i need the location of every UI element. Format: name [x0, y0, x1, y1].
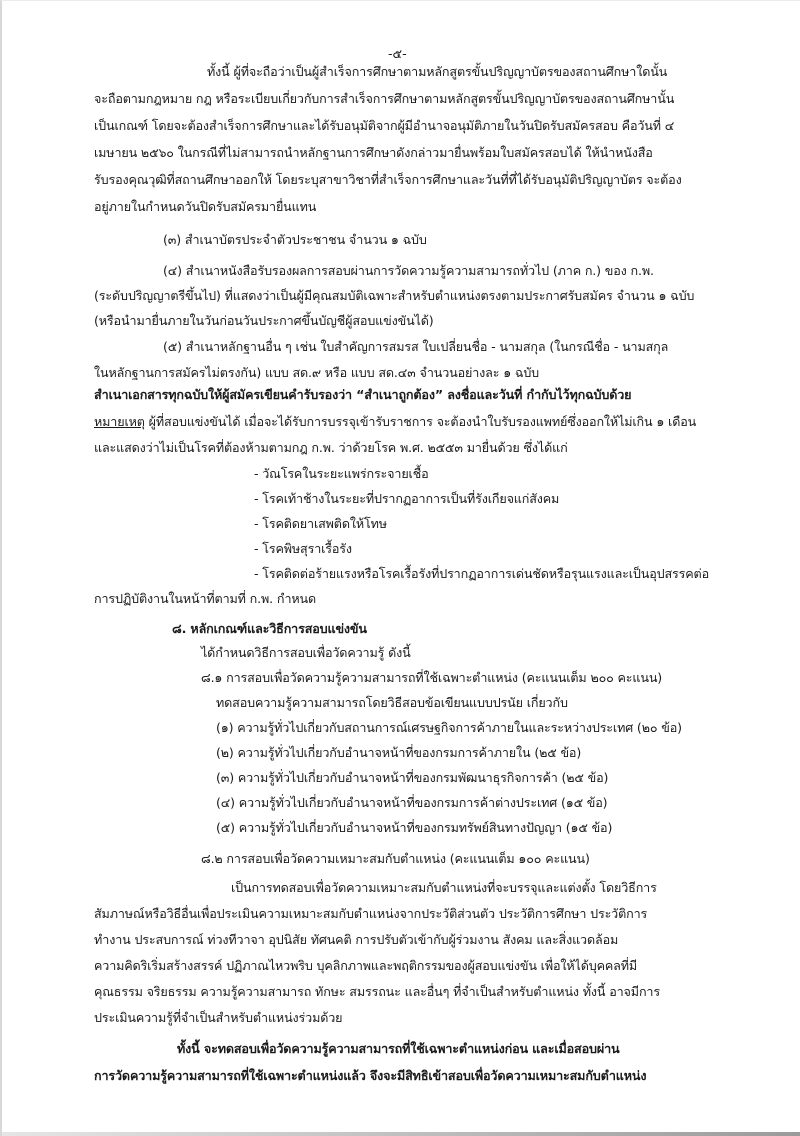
remark-text-1: ผู้ที่สอบแข่งขันได้ เมื่อจะได้รับการบรรจุเข้ารับราชการ จะต้องนำใบรับรองแพทย์ซึ่งออกให้ไม่เกิน ๑ เดือน: [144, 414, 697, 429]
disease-item-1: - วัณโรคในระยะแพร่กระจายเชื้อ: [254, 466, 429, 481]
closing-bold-line-2: การวัดความรู้ความสามารถที่ใช้เฉพาะตำแหน่งแล้ว จึงจะมีสิทธิเข้าสอบเพื่อวัดความเหมาะสมกับตำแหน่ง: [94, 1068, 647, 1083]
section-8-2-line-4: ความคิดริเริ่มสร้างสรรค์ ปฏิภาณไหวพริบ บุคลิกภาพและพฤติกรรมของผู้สอบแข่งขัน เพื่อให้ได้บุคคลที่มี: [94, 958, 638, 973]
exam-topic-3: (๓) ความรู้ทั่วไปเกี่ยวกับอำนาจหน้าที่ของกรมพัฒนาธุรกิจการค้า (๒๕ ข้อ): [216, 770, 609, 785]
exam-topic-4: (๔) ความรู้ทั่วไปเกี่ยวกับอำนาจหน้าที่ของกรมการค้าต่างประเทศ (๑๕ ข้อ): [216, 795, 608, 810]
item-5-line-1: (๕) สำเนาหลักฐานอื่น ๆ เช่น ใบสำคัญการสมรส ใบเปลี่ยนชื่อ - นามสกุล (ในกรณีชื่อ - นามสกุล: [163, 339, 669, 354]
section-8-intro: ได้กำหนดวิธีการสอบเพื่อวัดความรู้ ดังนี้: [201, 645, 411, 660]
item-5-line-2: ในหลักฐานการสมัครไม่ตรงกัน) แบบ สด.๙ หรือ แบบ สด.๔๓ จำนวนอย่างละ ๑ ฉบับ: [94, 365, 540, 380]
paragraph-1-line-1: ทั้งนี้ ผู้ที่จะถือว่าเป็นผู้สำเร็จการศึกษาตามหลักสูตรขั้นปริญญาบัตรของสถานศึกษาใดนั้น: [207, 64, 668, 79]
item-4-line-1: (๔) สำเนาหนังสือรับรองผลการสอบผ่านการวัดความรู้ความสามารถทั่วไป (ภาค ก.) ของ ก.พ.: [163, 263, 654, 278]
section-8-2-line-1: เป็นการทดสอบเพื่อวัดความเหมาะสมกับตำแหน่งที่จะบรรจุและแต่งตั้ง โดยวิธีการ: [231, 880, 657, 895]
section-8-2-line-5: คุณธรรม จริยธรรม ความรู้ความสามารถ ทักษะ สมรรถนะ และอื่นๆ ที่จำเป็นสำหรับตำแหน่ง ทั้งนี้ อาจมีการ: [94, 984, 660, 999]
paragraph-1-line-2: จะถือตามกฎหมาย กฎ หรือระเบียบเกี่ยวกับการสำเร็จการศึกษาตามหลักสูตรขั้นปริญญาบัตรของสถานศึกษานั้น: [94, 91, 675, 106]
section-8-heading: ๘. หลักเกณฑ์และวิธีการสอบแข่งขัน: [172, 621, 367, 636]
exam-topic-2: (๒) ความรู้ทั่วไปเกี่ยวกับอำนาจหน้าที่ของกรมการค้าภายใน (๒๕ ข้อ): [216, 745, 582, 760]
disease-item-2: - โรคเท้าช้างในระยะที่ปรากฏอาการเป็นที่รังเกียจแก่สังคม: [254, 491, 560, 506]
section-8-2-title: ๘.๒ การสอบเพื่อวัดความเหมาะสมกับตำแหน่ง (คะแนนเต็ม ๑๐๐ คะแนน): [201, 851, 590, 866]
exam-topic-5: (๕) ความรู้ทั่วไปเกี่ยวกับอำนาจหน้าที่ของกรมทรัพย์สินทางปัญญา (๑๕ ข้อ): [216, 820, 613, 835]
item-4-line-2: (ระดับปริญญาตรีขึ้นไป) ที่แสดงว่าเป็นผู้มีคุณสมบัติเฉพาะสำหรับตำแหน่งตรงตามประกาศรับสมัคร จำนวน ๑ ฉบับ: [94, 288, 695, 303]
paragraph-1-line-5: รับรองคุณวุฒิที่สถานศึกษาออกให้ โดยระบุสาขาวิชาที่สำเร็จการศึกษาและวันที่ที่ได้รับอนุมัติปริญญาบัตร จะต้อง: [94, 172, 682, 187]
page-edge-shadow: [2, 1132, 800, 1136]
remark-last-line: การปฏิบัติงานในหน้าที่ตามที่ ก.พ. กำหนด: [94, 591, 317, 606]
section-8-1-desc: ทดสอบความรู้ความสามารถโดยวิธีสอบข้อเขียนแบบปรนัย เกี่ยวกับ: [216, 695, 568, 710]
item-3: (๓) สำเนาบัตรประจำตัวประชาชน จำนวน ๑ ฉบับ: [163, 232, 427, 247]
section-8-2-line-3: ทำงาน ประสบการณ์ ท่วงทีวาจา อุปนิสัย ทัศนคติ การปรับตัวเข้ากับผู้ร่วมงาน สังคม และสิ่งแวดล้อม: [94, 932, 619, 947]
remark-line-2: และแสดงว่าไม่เป็นโรคที่ต้องห้ามตามกฎ ก.พ. ว่าด้วยโรค พ.ศ. ๒๕๕๓ มายื่นด้วย ซึ่งได้แก่: [94, 440, 568, 455]
disease-item-3: - โรคติดยาเสพติดให้โทษ: [254, 516, 387, 531]
remark-label: หมายเหตุ: [94, 414, 145, 429]
disease-item-4: - โรคพิษสุราเรื้อรัง: [254, 541, 352, 556]
exam-topic-1: (๑) ความรู้ทั่วไปเกี่ยวกับสถานการณ์เศรษฐกิจการค้าภายในและระหว่างประเทศ (๒๐ ข้อ): [216, 720, 682, 735]
section-8-1-title: ๘.๑ การสอบเพื่อวัดความรู้ความสามารถที่ใช้เฉพาะตำแหน่ง (คะแนนเต็ม ๒๐๐ คะแนน): [201, 670, 663, 685]
paragraph-1-line-3: เป็นเกณฑ์ โดยจะต้องสำเร็จการศึกษาและได้รับอนุมัติจากผู้มีอำนาจอนุมัติภายในวันปิดรับสมัครสอบ คือวันที่ ๔: [94, 118, 675, 133]
section-8-2-line-6: ประเมินความรู้ที่จำเป็นสำหรับตำแหน่งร่วมด้วย: [94, 1010, 343, 1025]
paragraph-1-line-4: เมษายน ๒๕๖๐ ในกรณีที่ไม่สามารถนำหลักฐานการศึกษาดังกล่าวมายื่นพร้อมใบสมัครสอบได้ ให้นำหนังสือ: [94, 145, 653, 160]
closing-bold-line-1: ทั้งนี้ จะทดสอบเพื่อวัดความรู้ความสามารถที่ใช้เฉพาะตำแหน่งก่อน และเมื่อสอบผ่าน: [177, 1041, 620, 1056]
certify-note: สำเนาเอกสารทุกฉบับให้ผู้สมัครเขียนคำรับรองว่า “สำเนาถูกต้อง” ลงชื่อและวันที่ กำกับไว้ทุกฉบับด้วย: [94, 387, 632, 402]
disease-item-5: - โรคติดต่อร้ายแรงหรือโรคเรื้อรังที่ปรากฏอาการเด่นชัดหรือรุนแรงและเป็นอุปสรรคต่อ: [254, 566, 709, 581]
item-4-line-3: (หรือนำมายื่นภายในวันก่อนวันประกาศขึ้นบัญชีผู้สอบแข่งขันได้): [94, 313, 434, 328]
paragraph-1-line-6: อยู่ภายในกำหนดวันปิดรับสมัครมายื่นแทน: [94, 199, 317, 214]
page-number: -๕-: [388, 46, 407, 61]
remark-line-1: [94, 413, 696, 431]
section-8-2-line-2: สัมภาษณ์หรือวิธีอื่นเพื่อประเมินความเหมาะสมกับตำแหน่งจากประวัติส่วนตัว ประวัติการศึกษา ประวัติการ: [94, 906, 648, 921]
